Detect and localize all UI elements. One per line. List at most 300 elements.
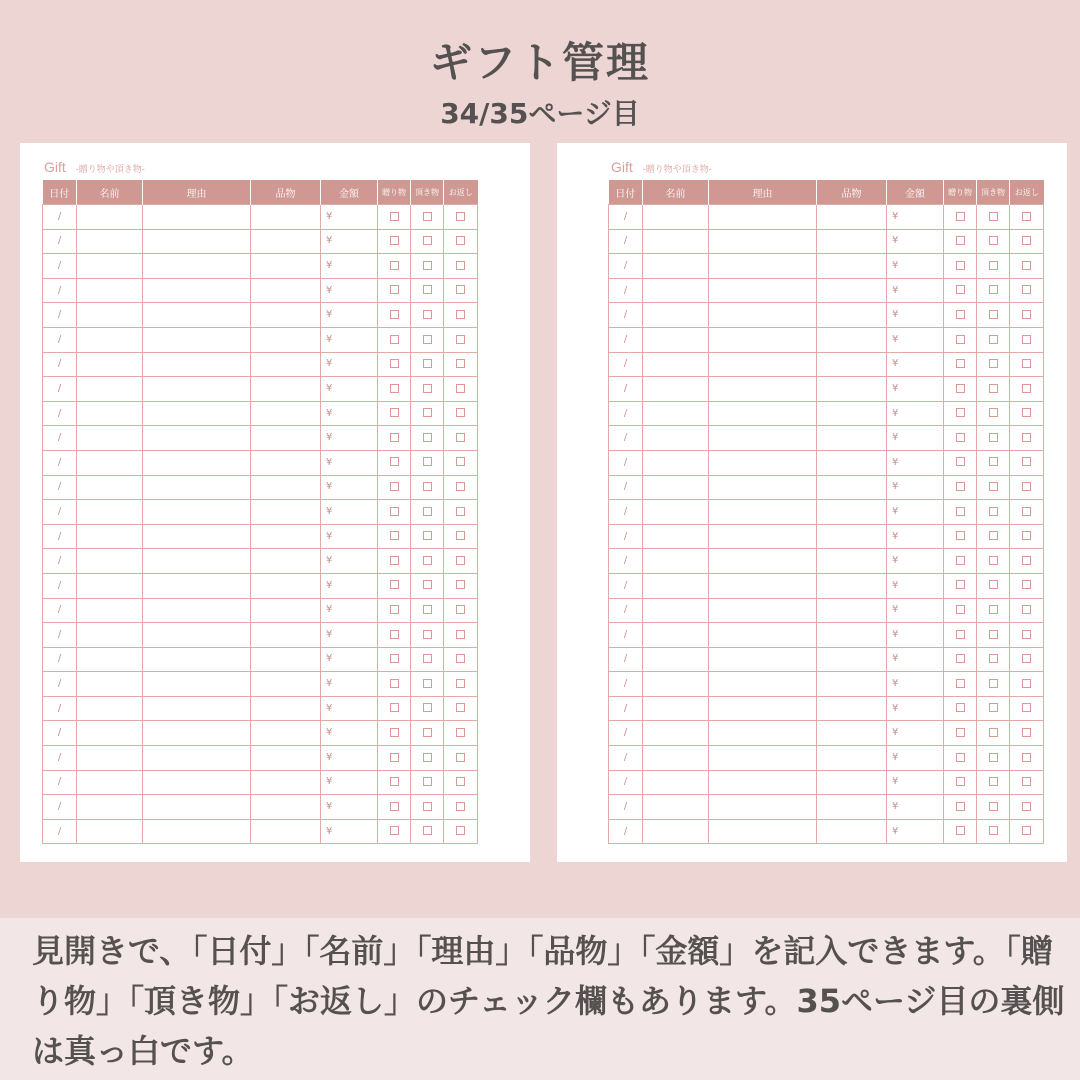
name-cell[interactable] — [643, 303, 709, 328]
gift-received-checkbox[interactable] — [989, 605, 998, 614]
amount-cell[interactable]: ¥ — [887, 795, 944, 820]
return-gift-checkbox[interactable] — [456, 261, 465, 270]
amount-cell[interactable]: ¥ — [321, 819, 378, 844]
return-gift-checkbox[interactable] — [1022, 630, 1031, 639]
reason-cell[interactable] — [143, 623, 251, 648]
item-cell[interactable] — [251, 450, 321, 475]
name-cell[interactable] — [77, 549, 143, 574]
item-cell[interactable] — [817, 598, 887, 623]
name-cell[interactable] — [77, 500, 143, 525]
date-cell[interactable]: / — [43, 623, 77, 648]
item-cell[interactable] — [817, 573, 887, 598]
amount-cell[interactable]: ¥ — [321, 549, 378, 574]
reason-cell[interactable] — [143, 401, 251, 426]
gift-given-checkbox[interactable] — [390, 359, 399, 368]
return-gift-checkbox[interactable] — [1022, 826, 1031, 835]
amount-cell[interactable]: ¥ — [887, 623, 944, 648]
amount-cell[interactable]: ¥ — [321, 426, 378, 451]
return-gift-checkbox[interactable] — [456, 507, 465, 516]
gift-given-checkbox[interactable] — [956, 679, 965, 688]
gift-given-checkbox[interactable] — [390, 580, 399, 589]
date-cell[interactable]: / — [43, 696, 77, 721]
gift-given-checkbox[interactable] — [956, 457, 965, 466]
name-cell[interactable] — [77, 426, 143, 451]
gift-received-checkbox[interactable] — [989, 826, 998, 835]
gift-given-checkbox[interactable] — [956, 753, 965, 762]
reason-cell[interactable] — [709, 672, 817, 697]
gift-given-checkbox[interactable] — [956, 310, 965, 319]
gift-given-checkbox[interactable] — [390, 531, 399, 540]
amount-cell[interactable]: ¥ — [321, 303, 378, 328]
date-cell[interactable]: / — [43, 549, 77, 574]
date-cell[interactable]: / — [43, 500, 77, 525]
amount-cell[interactable]: ¥ — [321, 721, 378, 746]
item-cell[interactable] — [817, 426, 887, 451]
name-cell[interactable] — [643, 549, 709, 574]
reason-cell[interactable] — [709, 303, 817, 328]
date-cell[interactable]: / — [43, 647, 77, 672]
date-cell[interactable]: / — [609, 721, 643, 746]
reason-cell[interactable] — [709, 721, 817, 746]
item-cell[interactable] — [817, 770, 887, 795]
date-cell[interactable]: / — [43, 770, 77, 795]
gift-received-checkbox[interactable] — [423, 580, 432, 589]
return-gift-checkbox[interactable] — [456, 753, 465, 762]
amount-cell[interactable]: ¥ — [887, 549, 944, 574]
reason-cell[interactable] — [143, 770, 251, 795]
gift-received-checkbox[interactable] — [989, 285, 998, 294]
amount-cell[interactable]: ¥ — [321, 672, 378, 697]
return-gift-checkbox[interactable] — [1022, 777, 1031, 786]
reason-cell[interactable] — [709, 401, 817, 426]
gift-received-checkbox[interactable] — [423, 605, 432, 614]
name-cell[interactable] — [77, 229, 143, 254]
reason-cell[interactable] — [709, 377, 817, 402]
item-cell[interactable] — [251, 327, 321, 352]
gift-received-checkbox[interactable] — [989, 212, 998, 221]
name-cell[interactable] — [643, 500, 709, 525]
date-cell[interactable]: / — [43, 377, 77, 402]
date-cell[interactable]: / — [609, 770, 643, 795]
name-cell[interactable] — [643, 672, 709, 697]
date-cell[interactable]: / — [43, 303, 77, 328]
gift-received-checkbox[interactable] — [423, 433, 432, 442]
gift-given-checkbox[interactable] — [390, 310, 399, 319]
reason-cell[interactable] — [143, 426, 251, 451]
amount-cell[interactable]: ¥ — [321, 746, 378, 771]
gift-received-checkbox[interactable] — [989, 728, 998, 737]
return-gift-checkbox[interactable] — [456, 531, 465, 540]
reason-cell[interactable] — [143, 327, 251, 352]
date-cell[interactable]: / — [43, 524, 77, 549]
gift-given-checkbox[interactable] — [390, 482, 399, 491]
name-cell[interactable] — [643, 770, 709, 795]
item-cell[interactable] — [251, 229, 321, 254]
gift-received-checkbox[interactable] — [989, 679, 998, 688]
date-cell[interactable]: / — [609, 696, 643, 721]
gift-given-checkbox[interactable] — [956, 285, 965, 294]
item-cell[interactable] — [817, 254, 887, 279]
date-cell[interactable]: / — [609, 254, 643, 279]
return-gift-checkbox[interactable] — [1022, 310, 1031, 319]
name-cell[interactable] — [643, 377, 709, 402]
name-cell[interactable] — [643, 623, 709, 648]
date-cell[interactable]: / — [609, 573, 643, 598]
gift-received-checkbox[interactable] — [989, 359, 998, 368]
gift-given-checkbox[interactable] — [956, 703, 965, 712]
return-gift-checkbox[interactable] — [456, 630, 465, 639]
amount-cell[interactable]: ¥ — [887, 524, 944, 549]
date-cell[interactable]: / — [43, 672, 77, 697]
amount-cell[interactable]: ¥ — [887, 696, 944, 721]
item-cell[interactable] — [251, 746, 321, 771]
gift-received-checkbox[interactable] — [989, 482, 998, 491]
amount-cell[interactable]: ¥ — [887, 672, 944, 697]
return-gift-checkbox[interactable] — [456, 556, 465, 565]
gift-given-checkbox[interactable] — [956, 802, 965, 811]
date-cell[interactable]: / — [43, 229, 77, 254]
return-gift-checkbox[interactable] — [456, 335, 465, 344]
date-cell[interactable]: / — [609, 352, 643, 377]
name-cell[interactable] — [77, 254, 143, 279]
name-cell[interactable] — [643, 352, 709, 377]
date-cell[interactable]: / — [609, 819, 643, 844]
return-gift-checkbox[interactable] — [456, 777, 465, 786]
amount-cell[interactable]: ¥ — [887, 352, 944, 377]
return-gift-checkbox[interactable] — [1022, 359, 1031, 368]
reason-cell[interactable] — [709, 623, 817, 648]
reason-cell[interactable] — [143, 278, 251, 303]
gift-given-checkbox[interactable] — [956, 212, 965, 221]
item-cell[interactable] — [251, 401, 321, 426]
gift-received-checkbox[interactable] — [423, 457, 432, 466]
amount-cell[interactable]: ¥ — [321, 254, 378, 279]
name-cell[interactable] — [77, 623, 143, 648]
name-cell[interactable] — [77, 819, 143, 844]
amount-cell[interactable]: ¥ — [887, 426, 944, 451]
return-gift-checkbox[interactable] — [456, 703, 465, 712]
reason-cell[interactable] — [143, 573, 251, 598]
reason-cell[interactable] — [143, 303, 251, 328]
gift-received-checkbox[interactable] — [989, 630, 998, 639]
return-gift-checkbox[interactable] — [1022, 654, 1031, 663]
return-gift-checkbox[interactable] — [456, 359, 465, 368]
gift-received-checkbox[interactable] — [423, 728, 432, 737]
gift-given-checkbox[interactable] — [390, 753, 399, 762]
return-gift-checkbox[interactable] — [1022, 457, 1031, 466]
amount-cell[interactable]: ¥ — [321, 770, 378, 795]
date-cell[interactable]: / — [43, 426, 77, 451]
item-cell[interactable] — [251, 205, 321, 230]
name-cell[interactable] — [643, 327, 709, 352]
gift-given-checkbox[interactable] — [390, 236, 399, 245]
return-gift-checkbox[interactable] — [1022, 531, 1031, 540]
name-cell[interactable] — [77, 352, 143, 377]
amount-cell[interactable]: ¥ — [321, 524, 378, 549]
reason-cell[interactable] — [709, 254, 817, 279]
reason-cell[interactable] — [143, 475, 251, 500]
return-gift-checkbox[interactable] — [1022, 679, 1031, 688]
item-cell[interactable] — [251, 549, 321, 574]
item-cell[interactable] — [251, 524, 321, 549]
gift-received-checkbox[interactable] — [423, 753, 432, 762]
item-cell[interactable] — [251, 278, 321, 303]
reason-cell[interactable] — [143, 721, 251, 746]
item-cell[interactable] — [251, 770, 321, 795]
gift-given-checkbox[interactable] — [390, 556, 399, 565]
name-cell[interactable] — [643, 696, 709, 721]
date-cell[interactable]: / — [43, 327, 77, 352]
date-cell[interactable]: / — [43, 450, 77, 475]
name-cell[interactable] — [77, 327, 143, 352]
gift-received-checkbox[interactable] — [423, 703, 432, 712]
item-cell[interactable] — [251, 623, 321, 648]
gift-received-checkbox[interactable] — [423, 384, 432, 393]
name-cell[interactable] — [77, 696, 143, 721]
gift-received-checkbox[interactable] — [423, 212, 432, 221]
item-cell[interactable] — [251, 573, 321, 598]
item-cell[interactable] — [251, 500, 321, 525]
return-gift-checkbox[interactable] — [1022, 703, 1031, 712]
date-cell[interactable]: / — [609, 746, 643, 771]
gift-received-checkbox[interactable] — [989, 261, 998, 270]
item-cell[interactable] — [817, 475, 887, 500]
return-gift-checkbox[interactable] — [1022, 408, 1031, 417]
gift-received-checkbox[interactable] — [989, 703, 998, 712]
date-cell[interactable]: / — [609, 549, 643, 574]
reason-cell[interactable] — [143, 549, 251, 574]
return-gift-checkbox[interactable] — [456, 482, 465, 491]
gift-received-checkbox[interactable] — [989, 236, 998, 245]
name-cell[interactable] — [77, 303, 143, 328]
reason-cell[interactable] — [143, 746, 251, 771]
reason-cell[interactable] — [709, 819, 817, 844]
reason-cell[interactable] — [709, 352, 817, 377]
reason-cell[interactable] — [143, 795, 251, 820]
amount-cell[interactable]: ¥ — [887, 229, 944, 254]
reason-cell[interactable] — [709, 795, 817, 820]
date-cell[interactable]: / — [43, 401, 77, 426]
gift-given-checkbox[interactable] — [956, 728, 965, 737]
amount-cell[interactable]: ¥ — [321, 500, 378, 525]
date-cell[interactable]: / — [609, 205, 643, 230]
amount-cell[interactable]: ¥ — [321, 352, 378, 377]
name-cell[interactable] — [77, 746, 143, 771]
item-cell[interactable] — [251, 819, 321, 844]
reason-cell[interactable] — [709, 647, 817, 672]
gift-received-checkbox[interactable] — [423, 482, 432, 491]
name-cell[interactable] — [643, 795, 709, 820]
amount-cell[interactable]: ¥ — [887, 819, 944, 844]
reason-cell[interactable] — [143, 254, 251, 279]
gift-received-checkbox[interactable] — [423, 531, 432, 540]
name-cell[interactable] — [643, 746, 709, 771]
date-cell[interactable]: / — [43, 795, 77, 820]
reason-cell[interactable] — [709, 770, 817, 795]
date-cell[interactable]: / — [43, 598, 77, 623]
gift-given-checkbox[interactable] — [956, 384, 965, 393]
amount-cell[interactable]: ¥ — [887, 770, 944, 795]
date-cell[interactable]: / — [609, 229, 643, 254]
name-cell[interactable] — [77, 795, 143, 820]
reason-cell[interactable] — [709, 450, 817, 475]
gift-received-checkbox[interactable] — [989, 556, 998, 565]
item-cell[interactable] — [817, 205, 887, 230]
gift-received-checkbox[interactable] — [423, 802, 432, 811]
gift-received-checkbox[interactable] — [423, 556, 432, 565]
gift-given-checkbox[interactable] — [956, 580, 965, 589]
gift-received-checkbox[interactable] — [423, 310, 432, 319]
gift-given-checkbox[interactable] — [956, 335, 965, 344]
item-cell[interactable] — [817, 401, 887, 426]
item-cell[interactable] — [817, 377, 887, 402]
date-cell[interactable]: / — [43, 352, 77, 377]
gift-given-checkbox[interactable] — [390, 630, 399, 639]
gift-received-checkbox[interactable] — [423, 777, 432, 786]
gift-given-checkbox[interactable] — [390, 605, 399, 614]
name-cell[interactable] — [643, 401, 709, 426]
reason-cell[interactable] — [709, 278, 817, 303]
date-cell[interactable]: / — [43, 819, 77, 844]
date-cell[interactable]: / — [609, 327, 643, 352]
amount-cell[interactable]: ¥ — [321, 647, 378, 672]
amount-cell[interactable]: ¥ — [887, 647, 944, 672]
item-cell[interactable] — [251, 598, 321, 623]
name-cell[interactable] — [643, 647, 709, 672]
item-cell[interactable] — [251, 721, 321, 746]
return-gift-checkbox[interactable] — [456, 802, 465, 811]
return-gift-checkbox[interactable] — [456, 236, 465, 245]
gift-given-checkbox[interactable] — [956, 261, 965, 270]
gift-received-checkbox[interactable] — [423, 335, 432, 344]
gift-given-checkbox[interactable] — [956, 654, 965, 663]
amount-cell[interactable]: ¥ — [887, 746, 944, 771]
gift-given-checkbox[interactable] — [390, 261, 399, 270]
item-cell[interactable] — [817, 500, 887, 525]
gift-given-checkbox[interactable] — [390, 826, 399, 835]
return-gift-checkbox[interactable] — [1022, 605, 1031, 614]
reason-cell[interactable] — [143, 377, 251, 402]
reason-cell[interactable] — [143, 205, 251, 230]
gift-received-checkbox[interactable] — [423, 236, 432, 245]
amount-cell[interactable]: ¥ — [887, 500, 944, 525]
item-cell[interactable] — [251, 696, 321, 721]
date-cell[interactable]: / — [43, 278, 77, 303]
gift-received-checkbox[interactable] — [423, 359, 432, 368]
name-cell[interactable] — [643, 819, 709, 844]
name-cell[interactable] — [643, 426, 709, 451]
gift-received-checkbox[interactable] — [989, 753, 998, 762]
return-gift-checkbox[interactable] — [456, 580, 465, 589]
gift-received-checkbox[interactable] — [423, 507, 432, 516]
gift-given-checkbox[interactable] — [956, 630, 965, 639]
return-gift-checkbox[interactable] — [456, 408, 465, 417]
return-gift-checkbox[interactable] — [1022, 236, 1031, 245]
item-cell[interactable] — [817, 549, 887, 574]
date-cell[interactable]: / — [609, 524, 643, 549]
gift-received-checkbox[interactable] — [423, 408, 432, 417]
name-cell[interactable] — [643, 450, 709, 475]
reason-cell[interactable] — [709, 549, 817, 574]
return-gift-checkbox[interactable] — [1022, 556, 1031, 565]
gift-received-checkbox[interactable] — [423, 261, 432, 270]
gift-given-checkbox[interactable] — [390, 457, 399, 466]
date-cell[interactable]: / — [609, 647, 643, 672]
gift-received-checkbox[interactable] — [989, 654, 998, 663]
gift-given-checkbox[interactable] — [956, 507, 965, 516]
return-gift-checkbox[interactable] — [456, 605, 465, 614]
gift-given-checkbox[interactable] — [390, 654, 399, 663]
gift-given-checkbox[interactable] — [956, 826, 965, 835]
reason-cell[interactable] — [143, 352, 251, 377]
reason-cell[interactable] — [709, 573, 817, 598]
date-cell[interactable]: / — [43, 721, 77, 746]
gift-received-checkbox[interactable] — [989, 433, 998, 442]
gift-received-checkbox[interactable] — [423, 630, 432, 639]
name-cell[interactable] — [77, 377, 143, 402]
return-gift-checkbox[interactable] — [1022, 482, 1031, 491]
item-cell[interactable] — [817, 721, 887, 746]
return-gift-checkbox[interactable] — [1022, 335, 1031, 344]
amount-cell[interactable]: ¥ — [321, 205, 378, 230]
date-cell[interactable]: / — [609, 377, 643, 402]
name-cell[interactable] — [643, 475, 709, 500]
reason-cell[interactable] — [143, 819, 251, 844]
name-cell[interactable] — [643, 205, 709, 230]
reason-cell[interactable] — [709, 696, 817, 721]
amount-cell[interactable]: ¥ — [887, 450, 944, 475]
gift-received-checkbox[interactable] — [989, 531, 998, 540]
name-cell[interactable] — [77, 770, 143, 795]
item-cell[interactable] — [817, 647, 887, 672]
gift-given-checkbox[interactable] — [390, 212, 399, 221]
name-cell[interactable] — [77, 672, 143, 697]
item-cell[interactable] — [817, 672, 887, 697]
name-cell[interactable] — [643, 721, 709, 746]
item-cell[interactable] — [251, 377, 321, 402]
gift-given-checkbox[interactable] — [956, 556, 965, 565]
amount-cell[interactable]: ¥ — [321, 377, 378, 402]
gift-given-checkbox[interactable] — [390, 408, 399, 417]
reason-cell[interactable] — [143, 696, 251, 721]
item-cell[interactable] — [817, 795, 887, 820]
reason-cell[interactable] — [709, 475, 817, 500]
amount-cell[interactable]: ¥ — [887, 721, 944, 746]
return-gift-checkbox[interactable] — [1022, 580, 1031, 589]
amount-cell[interactable]: ¥ — [887, 401, 944, 426]
gift-given-checkbox[interactable] — [956, 236, 965, 245]
name-cell[interactable] — [77, 278, 143, 303]
name-cell[interactable] — [77, 647, 143, 672]
gift-given-checkbox[interactable] — [390, 703, 399, 712]
name-cell[interactable] — [643, 573, 709, 598]
name-cell[interactable] — [77, 205, 143, 230]
item-cell[interactable] — [817, 450, 887, 475]
reason-cell[interactable] — [709, 500, 817, 525]
item-cell[interactable] — [817, 229, 887, 254]
gift-received-checkbox[interactable] — [989, 384, 998, 393]
return-gift-checkbox[interactable] — [1022, 212, 1031, 221]
reason-cell[interactable] — [143, 450, 251, 475]
gift-given-checkbox[interactable] — [956, 433, 965, 442]
gift-given-checkbox[interactable] — [956, 777, 965, 786]
date-cell[interactable]: / — [609, 401, 643, 426]
amount-cell[interactable]: ¥ — [887, 254, 944, 279]
date-cell[interactable]: / — [43, 746, 77, 771]
amount-cell[interactable]: ¥ — [887, 327, 944, 352]
item-cell[interactable] — [817, 623, 887, 648]
gift-given-checkbox[interactable] — [390, 384, 399, 393]
